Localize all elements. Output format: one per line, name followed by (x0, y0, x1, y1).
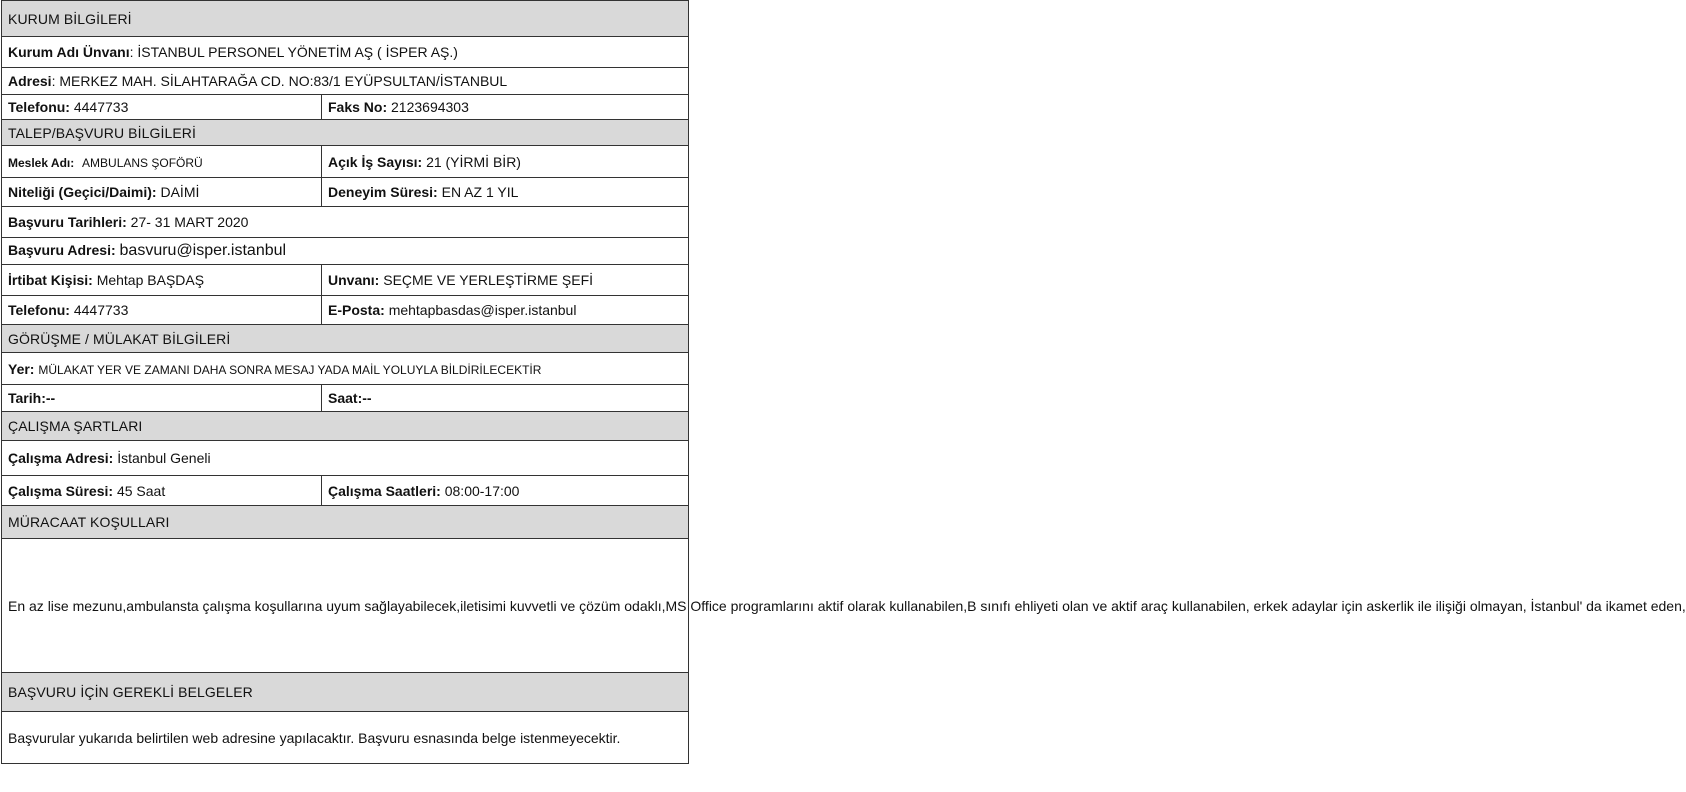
section-interview: GÖRÜŞME / MÜLAKAT BİLGİLERİ (2, 325, 689, 353)
institution-address-row: Adresi: MERKEZ MAH. SİLAHTARAĞA CD. NO:83/1 EYÜPSULTAN/İSTANBUL (2, 68, 689, 95)
contact-value: Mehtap BAŞDAŞ (96, 272, 205, 288)
work-duration-value: 45 Saat (116, 482, 166, 499)
contact-phone-cell (2, 296, 322, 325)
work-hours-value: 08:00-17:00 (444, 482, 520, 499)
contact-phone-value: 4447733 (73, 302, 129, 318)
institution-name-value: İSTANBUL PERSONEL YÖNETİM AŞ ( İSPER AŞ.) (137, 44, 458, 60)
contact-title-cell (322, 265, 689, 296)
institution-fax-label: Faks No: (328, 99, 388, 115)
contact-label: İrtibat Kişisi: (8, 272, 93, 288)
institution-address-label: Adresi (8, 73, 52, 89)
contact-title-value: SEÇME VE YERLEŞTİRME ŞEFİ (383, 272, 594, 288)
work-address-label: Çalışma Adresi: (8, 450, 114, 466)
dates-value: 27- 31 MART 2020 (130, 214, 249, 230)
experience-cell (322, 178, 689, 207)
interview-place-row (2, 353, 689, 385)
conditions-text: En az lise mezunu,ambulansta çalışma koşullarına uyum sağlayabilecek,iletisimi kuvvetli ve çözüm odaklı,MS Office programlarını aktif olarak kullanabilen,B sınıfı ehliyeti olan ve aktif araç kullanabilen, erkek adaylar için askerlik ile ilişiği olmayan, İstanbul' da ikamet eden, (2, 539, 689, 673)
interview-time-cell (322, 385, 689, 412)
job-name-cell (2, 146, 322, 178)
openings-cell (322, 146, 689, 178)
job-name-value: AMBULANS ŞOFÖRÜ (82, 155, 203, 170)
work-hours-label: Çalışma Saatleri: (328, 482, 441, 499)
work-duration-label: Çalışma Süresi: (8, 482, 114, 499)
institution-phone-value: 4447733 (73, 99, 129, 115)
contact-email-label: E-Posta: (328, 302, 385, 318)
interview-time-label: Saat:-- (328, 390, 372, 406)
institution-phone-cell (2, 95, 322, 120)
documents-text: Başvurular yukarıda belirtilen web adresine yapılacaktır. Başvuru esnasında belge istenmeyecektir. (2, 712, 689, 764)
nature-cell (2, 178, 322, 207)
apply-address-label: Başvuru Adresi: (8, 242, 116, 258)
institution-fax-cell (322, 95, 689, 120)
institution-name-row: Kurum Adı Ünvanı: İSTANBUL PERSONEL YÖNETİM AŞ ( İSPER AŞ.) (2, 37, 689, 68)
dates-row (2, 207, 689, 238)
section-conditions: MÜRACAAT KOŞULLARI (2, 506, 689, 539)
apply-address-value: basvuru@isper.istanbul (119, 242, 287, 259)
contact-title-label: Unvanı: (328, 272, 380, 288)
section-institution: KURUM BİLGİLERİ (2, 1, 689, 37)
experience-label: Deneyim Süresi: (328, 184, 438, 200)
section-request: TALEP/BAŞVURU BİLGİLERİ (2, 120, 689, 146)
work-address-row (2, 441, 689, 476)
nature-label: Niteliği (Geçici/Daimi): (8, 184, 157, 200)
nature-value: DAİMİ (160, 184, 200, 200)
interview-date-cell (2, 385, 322, 412)
experience-value: EN AZ 1 YIL (441, 184, 519, 200)
interview-date-label: Tarih:-- (8, 390, 56, 406)
openings-label: Açık İş Sayısı: (328, 153, 423, 170)
contact-phone-label: Telefonu: (8, 302, 70, 318)
section-work: ÇALIŞMA ŞARTLARI (2, 412, 689, 441)
interview-place-label: Yer: (8, 360, 35, 377)
work-address-value: İstanbul Geneli (117, 450, 211, 466)
contact-email-cell (322, 296, 689, 325)
dates-label: Başvuru Tarihleri: (8, 214, 127, 230)
interview-place-value: MÜLAKAT YER VE ZAMANI DAHA SONRA MESAJ YADA MAİL YOLUYLA BİLDİRİLECEKTİR (38, 362, 542, 377)
work-hours-cell (322, 476, 689, 506)
contact-cell (2, 265, 322, 296)
job-posting-form (1, 0, 1686, 764)
contact-email-value: mehtapbasdas@isper.istanbul (388, 302, 577, 318)
apply-address-row (2, 238, 689, 265)
openings-value: 21 (YİRMİ BİR) (426, 153, 521, 170)
job-name-label: Meslek Adı: (8, 155, 75, 170)
section-documents: BAŞVURU İÇİN GEREKLİ BELGELER (2, 673, 689, 712)
institution-name-label: Kurum Adı Ünvanı (8, 44, 130, 60)
institution-fax-value: 2123694303 (391, 99, 469, 115)
work-duration-cell (2, 476, 322, 506)
institution-phone-label: Telefonu: (8, 99, 70, 115)
institution-address-value: MERKEZ MAH. SİLAHTARAĞA CD. NO:83/1 EYÜPSULTAN/İSTANBUL (59, 73, 508, 89)
